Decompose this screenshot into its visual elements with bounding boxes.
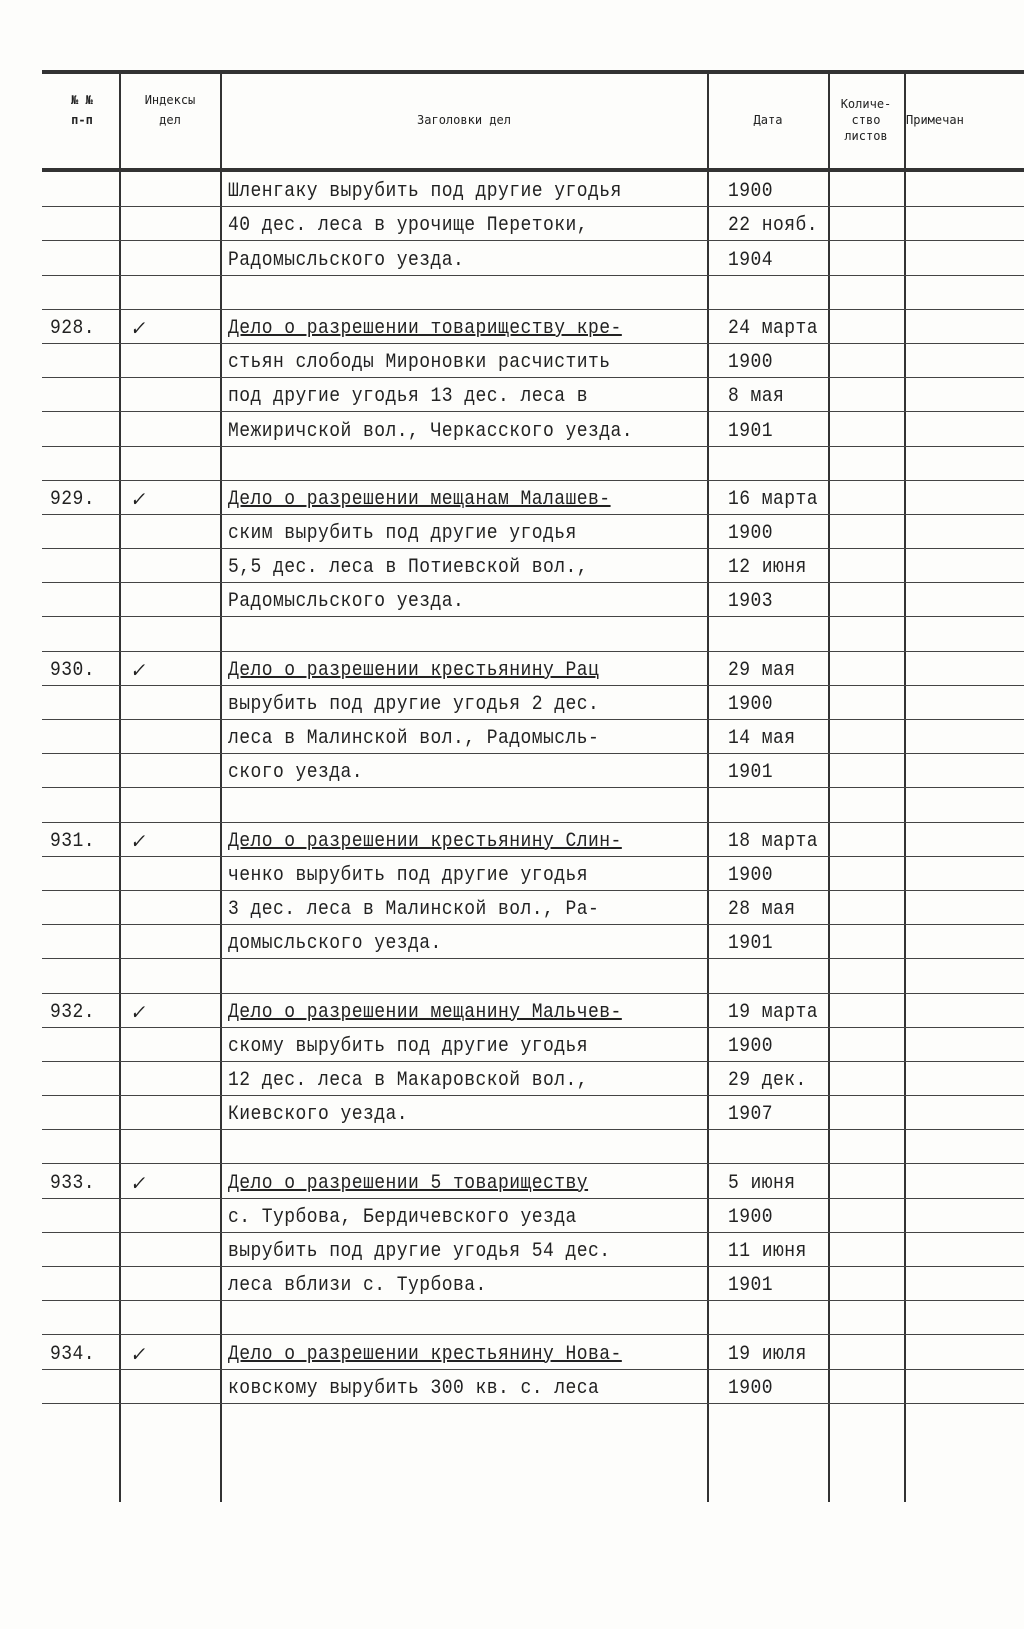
blank-row	[42, 788, 1024, 822]
entry-title-line: Дело о разрешении крестьянину Слин-	[228, 829, 622, 853]
entry-title-line: 3 дес. леса в Малинской вол., Ра-	[228, 898, 600, 922]
entry-date: 1903	[728, 590, 774, 614]
entry-date: 8 мая	[728, 385, 785, 409]
entry-date: 19 марта	[728, 1000, 819, 1024]
table-row	[42, 720, 1024, 754]
entry-date: 29 дек.	[728, 1069, 807, 1093]
header-title: Заголовки дел	[417, 113, 511, 127]
entry-date: 1901	[728, 761, 774, 785]
entry-title-line: под другие угодья 13 дес. леса в	[228, 385, 589, 409]
table-row	[42, 1164, 1024, 1198]
entry-title-line: 12 дес. леса в Макаровской вол.,	[228, 1069, 589, 1093]
entry-date: 1900	[728, 863, 774, 887]
entry-title-line: Радомысльского уезда.	[228, 590, 465, 614]
entry-date: 1907	[728, 1103, 774, 1127]
entry-date: 24 марта	[728, 316, 819, 340]
header-top-rule	[42, 70, 1024, 74]
entry-date: 29 мая	[728, 658, 796, 682]
table-row	[42, 1233, 1024, 1267]
entry-number: 931.	[50, 829, 96, 853]
entry-title-line: ковскому вырубить 300 кв. с. леса	[228, 1376, 600, 1400]
check-mark-icon: ✓	[130, 1170, 146, 1195]
entry-title-line: вырубить под другие угодья 54 дес.	[228, 1240, 611, 1263]
inventory-rows	[42, 173, 1024, 1404]
entry-title-line: Дело о разрешении мещанину Мальчев-	[228, 1000, 622, 1024]
table-row	[42, 652, 1024, 686]
entry-number: 934.	[50, 1342, 96, 1366]
entry-date: 1900	[728, 1205, 774, 1229]
table-row	[42, 583, 1024, 617]
table-row	[42, 891, 1024, 925]
table-row	[42, 515, 1024, 549]
header-bottom-rule	[42, 168, 1024, 172]
entry-title-line: леса вблизи с. Турбова.	[228, 1274, 487, 1298]
table-row	[42, 1199, 1024, 1233]
entry-number: 933.	[50, 1171, 96, 1195]
entry-number: 928.	[50, 316, 96, 340]
blank-row	[42, 959, 1024, 993]
entry-title-line: Дело о разрешении крестьянину Рац	[228, 658, 600, 682]
entry-date: 12 июня	[728, 556, 807, 580]
entry-date: 1900	[728, 693, 774, 716]
blank-row	[42, 447, 1024, 481]
table-row	[42, 823, 1024, 857]
table-row	[42, 1335, 1024, 1369]
entry-date: 1900	[728, 522, 774, 546]
blank-row	[42, 276, 1024, 310]
entry-title-line: ченко вырубить под другие угодья	[228, 863, 589, 887]
entry-title-line: 40 дес. леса в урочище Перетоки,	[228, 214, 589, 238]
entry-date: 16 марта	[728, 487, 819, 511]
table-row	[42, 481, 1024, 515]
entry-date: 18 марта	[728, 829, 819, 853]
entry-title-line: 5,5 дес. леса в Потиевской вол.,	[228, 556, 589, 580]
entry-title-line: Киевского уезда.	[228, 1103, 409, 1127]
table-row	[42, 207, 1024, 241]
table-row	[42, 310, 1024, 344]
table-row	[42, 1267, 1024, 1301]
table-row	[42, 549, 1024, 583]
entry-number: 932.	[50, 1000, 96, 1024]
entry-date: 28 мая	[728, 898, 796, 922]
table-row	[42, 754, 1024, 788]
table-row	[42, 925, 1024, 959]
entry-date: 1901	[728, 1274, 774, 1298]
header-index: Индексы дел	[144, 93, 196, 127]
header-number: № № п-п	[71, 93, 93, 127]
blank-row	[42, 1130, 1024, 1164]
entry-title-line: с. Турбова, Бердичевского уезда	[228, 1205, 577, 1229]
entry-title-line: Радомысльского уезда.	[228, 248, 465, 272]
entry-title-line: домысльского уезда.	[228, 932, 442, 956]
entry-date: 19 июля	[728, 1342, 807, 1366]
entry-title-line: Шленгаку вырубить под другие угодья	[228, 180, 622, 204]
entry-title-line: Межиричской вол., Черкасского уезда.	[228, 419, 634, 443]
table-row	[42, 686, 1024, 720]
entry-title-line: Дело о разрешении 5 товариществу	[228, 1171, 589, 1195]
entry-title-line: стьян слободы Мироновки расчистить	[228, 351, 611, 375]
entry-date: 5 июня	[728, 1171, 796, 1195]
entry-title-line: леса в Малинской вол., Радомысль-	[228, 727, 600, 751]
check-mark-icon: ✓	[130, 657, 146, 682]
entry-number: 929.	[50, 487, 96, 511]
check-mark-icon: ✓	[130, 315, 146, 340]
entry-date: 1904	[728, 248, 774, 272]
header-date: Дата	[753, 113, 783, 127]
blank-row	[42, 1301, 1024, 1335]
table-row	[42, 412, 1024, 446]
entry-date: 14 мая	[728, 727, 796, 751]
entry-date: 1900	[728, 180, 774, 204]
blank-row	[42, 617, 1024, 651]
entry-date: 1900	[728, 1034, 774, 1058]
entry-date: 1900	[728, 351, 774, 375]
entry-title-line: вырубить под другие угодья 2 дес.	[228, 693, 600, 716]
table-row	[42, 1062, 1024, 1096]
entry-date: 11 июня	[728, 1240, 807, 1263]
table-row	[42, 1370, 1024, 1404]
table-row	[42, 241, 1024, 275]
entry-date: 1901	[728, 932, 774, 956]
table-row	[42, 1028, 1024, 1062]
table-row	[42, 344, 1024, 378]
entry-title-line: Дело о разрешении товариществу кре-	[228, 316, 622, 340]
entry-title-line: Дело о разрешении мещанам Малашев-	[228, 487, 611, 511]
check-mark-icon: ✓	[130, 999, 146, 1024]
entry-title-line: ского уезда.	[228, 761, 364, 785]
entry-date: 1901	[728, 419, 774, 443]
entry-title-line: скому вырубить под другие угодья	[228, 1034, 589, 1058]
table-row	[42, 994, 1024, 1028]
check-mark-icon: ✓	[130, 1341, 146, 1366]
entry-date: 1900	[728, 1376, 774, 1400]
entry-number: 930.	[50, 658, 96, 682]
entry-date: 22 нояб.	[728, 214, 819, 238]
header-sheet-count: Количе- ство листов	[840, 97, 892, 143]
check-mark-icon: ✓	[130, 828, 146, 853]
table-row	[42, 1096, 1024, 1130]
table-row	[42, 857, 1024, 891]
entry-title-line: ским вырубить под другие угодья	[228, 522, 577, 546]
entry-title-line: Дело о разрешении крестьянину Нова-	[228, 1342, 622, 1366]
check-mark-icon: ✓	[130, 486, 146, 511]
header-notes: Примечан	[906, 113, 964, 127]
table-row	[42, 173, 1024, 207]
table-row	[42, 378, 1024, 412]
